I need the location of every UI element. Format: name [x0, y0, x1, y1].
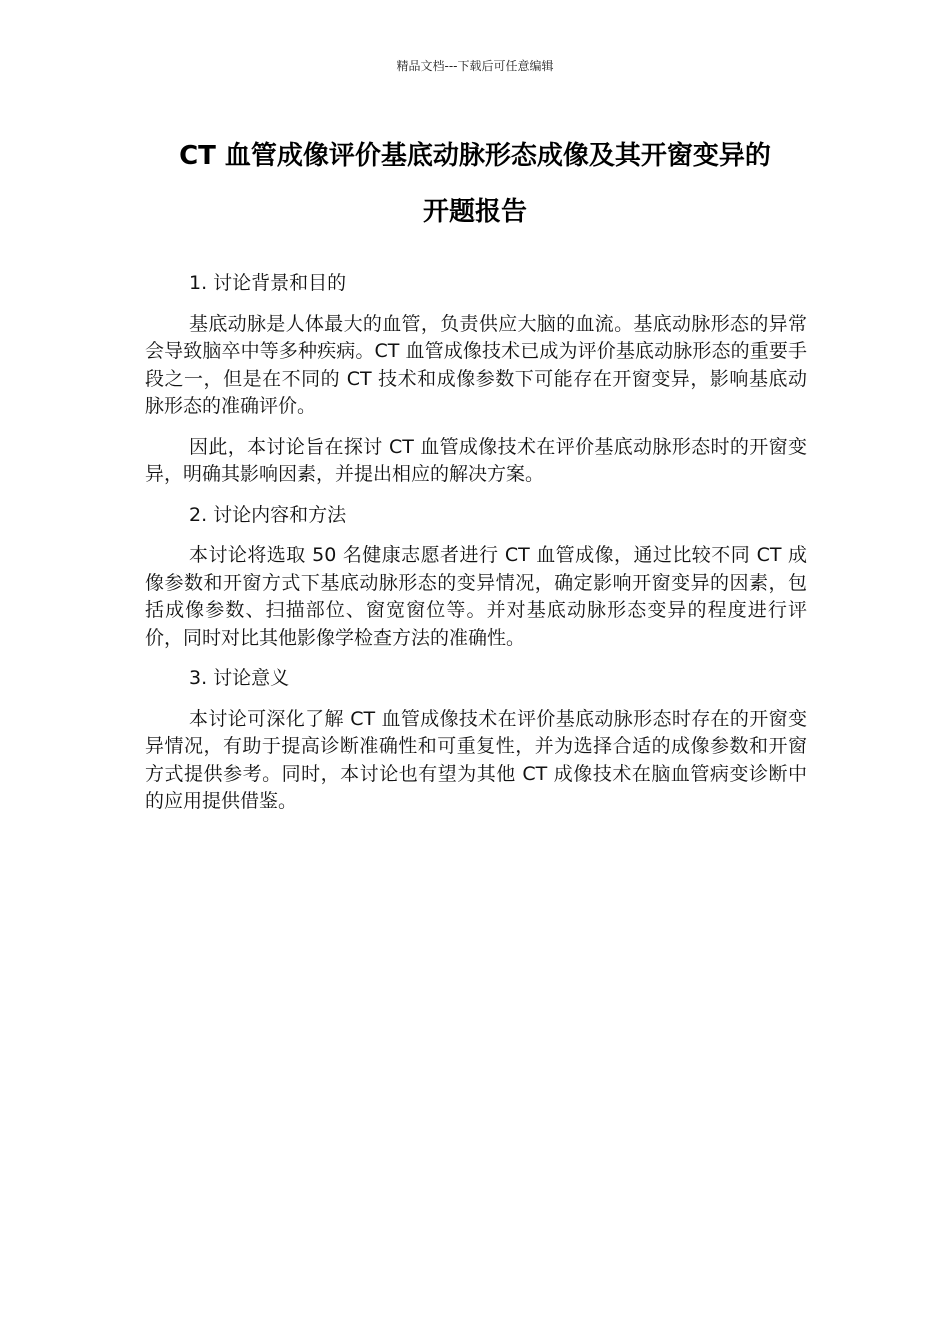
section-heading-content-methods: 2. 讨论内容和方法 — [189, 503, 347, 526]
document-title-line-1: CT 血管成像评价基底动脉形态成像及其开窗变异的 — [179, 141, 771, 171]
paragraph-background-2: 因此，本讨论旨在探讨 CT 血管成像技术在评价基底动脉形态时的开窗变异，明确其影响因素，并提出相应的解决方案。 — [145, 435, 807, 485]
page-header: 精品文档---下载后可任意编辑 — [396, 59, 554, 73]
paragraph-content-methods-1: 本讨论将选取 50 名健康志愿者进行 CT 血管成像，通过比较不同 CT 成像参数和开窗方式下基底动脉形态的变异情况，确定影响开窗变异的因素，包括成像参数、扫描部位、窗宽窗位等。并对基底动脉形态变异的程度进行评价，同时对比其他影像学检查方法的准确性。 — [145, 544, 807, 649]
section-heading-background: 1. 讨论背景和目的 — [189, 272, 347, 294]
paragraph-background-1: 基底动脉是人体最大的血管，负责供应大脑的血流。基底动脉形态的异常会导致脑卒中等多种疾病。CT 血管成像技术已成为评价基底动脉形态的重要手段之一，但是在不同的 CT 技术和成像参数下可能存在开窗变异，影响基底动脉形态的准确评价。 — [145, 312, 807, 417]
paragraph-significance-1: 本讨论可深化了解 CT 血管成像技术在评价基底动脉形态时存在的开窗变异情况，有助于提高诊断准确性和可重复性，并为选择合适的成像参数和开窗方式提供参考。同时，本讨论也有望为其他 CT 成像技术在脑血管病变诊断中的应用提供借鉴。 — [145, 707, 807, 812]
section-heading-significance: 3. 讨论意义 — [189, 667, 290, 689]
document-title-line-2: 开题报告 — [422, 197, 527, 227]
document-title — [130, 128, 820, 240]
document-body — [145, 270, 807, 829]
